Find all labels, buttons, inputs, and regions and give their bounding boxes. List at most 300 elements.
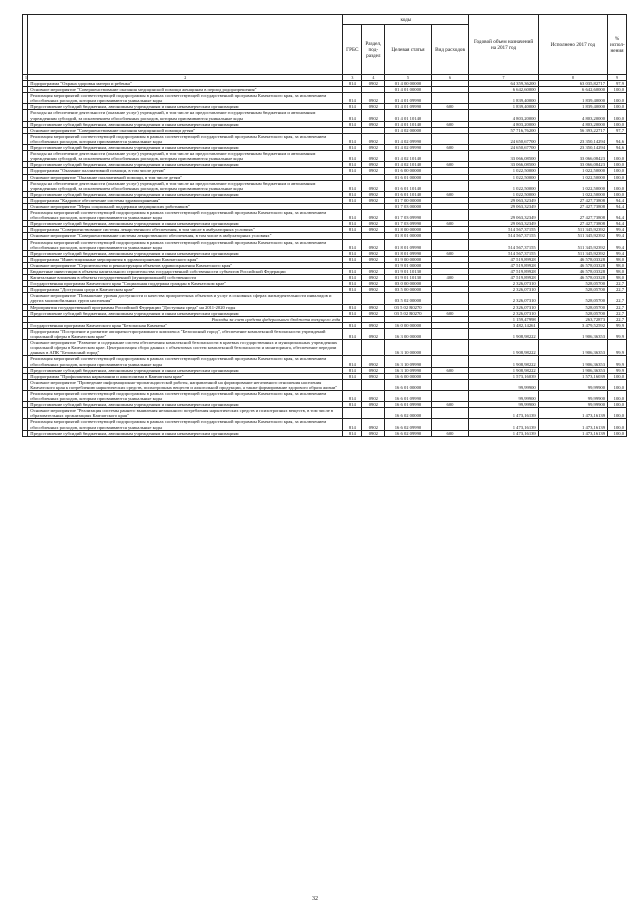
row-percent: 100,0	[608, 373, 627, 379]
row-grbs	[343, 293, 362, 304]
row-name: Мероприятия государственной программы Российской Федерации "Доступная среда" на 2011-2020 годы	[28, 304, 343, 310]
row-target-article: 01 9 00 00000	[385, 256, 431, 262]
row-plan-amount: 47 519,89928	[469, 262, 538, 268]
row-percent: 100,0	[608, 191, 627, 197]
row-name: Подпрограмма "Построение и развитие аппаратно-программного комплекса "Безопасный город", обеспечение комплексной безопасности учреждений социальной сферы в Камчатском крае"	[28, 328, 343, 339]
row-plan-amount: 2 326,07310	[469, 281, 538, 287]
row-target-article: 01 4 01 00000	[385, 87, 431, 93]
row-percent: 100,0	[608, 408, 627, 419]
table-row	[23, 133, 627, 144]
row-percent: 100,0	[608, 121, 627, 127]
row-executed-amount: 528,05700	[538, 281, 607, 287]
row-razdel: 0902	[362, 110, 385, 121]
row-plan-amount: 1 022,50000	[469, 180, 538, 191]
row-grbs: 814	[343, 210, 362, 221]
row-percent: 98,0	[608, 256, 627, 262]
header-percent: % испол-нения	[608, 15, 627, 75]
table-row	[23, 328, 627, 339]
row-plan-amount: 1 839,40000	[469, 93, 538, 104]
row-razdel: 0902	[362, 256, 385, 262]
row-percent: 99,9	[608, 328, 627, 339]
budget-execution-table	[22, 14, 627, 437]
row-plan-amount: 2 326,07310	[469, 287, 538, 293]
row-name: Основное мероприятие "Меры социальной поддержки медицинских работников"	[28, 203, 343, 209]
row-plan-amount: 99,99900	[469, 402, 538, 408]
row-executed-amount: 46 578,03328	[538, 275, 607, 281]
row-plan-amount: 47 519,89928	[469, 275, 538, 281]
row-plan-amount: 29 063,32349	[469, 203, 538, 209]
row-razdel: 0902	[362, 281, 385, 287]
row-expense-type	[431, 239, 469, 250]
row-executed-amount: 33 066,08423	[538, 162, 607, 168]
column-number: 9	[608, 75, 627, 81]
row-expense-type	[431, 180, 469, 191]
row-percent: 99,9	[608, 367, 627, 373]
table-header	[23, 15, 627, 81]
row-expense-type: 400	[431, 275, 469, 281]
row-plan-amount: 1 022,50000	[469, 191, 538, 197]
row-percent: 100,0	[608, 174, 627, 180]
row-percent: 22,7	[608, 281, 627, 287]
row-plan-amount: 47 519,89928	[469, 256, 538, 262]
row-plan-amount: 2 326,07310	[469, 304, 538, 310]
row-grbs: 814	[343, 269, 362, 275]
row-executed-amount: 23 350,14294	[538, 145, 607, 151]
row-percent: 100,0	[608, 390, 627, 401]
row-name: Подпрограмма "Доступная среда в Камчатском крае"	[28, 287, 343, 293]
row-executed-amount: 1 022,50000	[538, 180, 607, 191]
row-percent: 97,9	[608, 81, 627, 87]
row-percent: 94,4	[608, 197, 627, 203]
row-grbs: 814	[343, 328, 362, 339]
table-body	[23, 81, 627, 437]
row-name: Подпрограмма "Профилактика наркомании и алкоголизма в Камчатском крае"	[28, 373, 343, 379]
header-name	[28, 15, 343, 75]
header-plan: Годовой объем назначений на 2017 год	[469, 15, 538, 75]
row-target-article: 01 6 00 00000	[385, 168, 431, 174]
row-grbs: 814	[343, 304, 362, 310]
row-grbs: 814	[343, 104, 362, 110]
column-number: 1	[23, 75, 28, 81]
row-target-article: 01 4 01 09990	[385, 104, 431, 110]
row-plan-amount: 57 716,76200	[469, 127, 538, 133]
row-expense-type: 600	[431, 162, 469, 168]
row-grbs: 814	[343, 239, 362, 250]
row-plan-amount: 1 473,16139	[469, 430, 538, 436]
row-grbs	[343, 379, 362, 390]
table-row	[23, 340, 627, 356]
row-name: Подпрограмма "Кадровое обеспечение системы здравоохранения"	[28, 197, 343, 203]
row-razdel: 0902	[362, 168, 385, 174]
row-plan-amount: 24 650,67700	[469, 133, 538, 144]
row-grbs: 814	[343, 281, 362, 287]
row-razdel: 0902	[362, 180, 385, 191]
row-name: Предоставление субсидий бюджетным, автономным учреждениям и иным некоммерческим организациям	[28, 310, 343, 316]
row-target-article: 16 0 00 00000	[385, 322, 431, 328]
table-row	[23, 408, 627, 419]
row-name: Предоставление субсидий бюджетным, автономным учреждениям и иным некоммерческим организациям	[28, 402, 343, 408]
row-plan-amount: 1 573,16039	[469, 373, 538, 379]
row-name: Основное мероприятие "Реализация системы раннего выявления незаконного потребления наркотических средств и психотропных веществ, в том числе в образовательных организациях Камчатского края"	[28, 408, 343, 419]
row-percent: 94,4	[608, 210, 627, 221]
row-target-article: 01 9 01 10130	[385, 269, 431, 275]
row-executed-amount: 1 906,36353	[538, 367, 607, 373]
row-name: Расходы на обеспечение деятельности (оказание услуг) учреждений, в том числе на предоставление государственным бюджетным и автономным учреждениям субсидий, за исключением обособленных расходов, которым присваиваются уникальные коды	[28, 180, 343, 191]
row-grbs: 814	[343, 168, 362, 174]
column-number: 4	[362, 75, 385, 81]
row-razdel: 0902	[362, 250, 385, 256]
row-target-article: 01 4 02 10140	[385, 151, 431, 162]
row-razdel: 0902	[362, 239, 385, 250]
row-target-article: 01 9 01 00000	[385, 262, 431, 268]
row-percent: 100,0	[608, 379, 627, 390]
row-target-article: 01 9 01 10130	[385, 275, 431, 281]
row-name: Реализация мероприятий соответствующей подпрограммы в рамках соответствующей государственной программы Камчатского края, за исключением обособленных расходов, которым присваиваются уникальные коды	[28, 210, 343, 221]
row-target-article: 16 6 01 00000	[385, 379, 431, 390]
row-razdel: 0902	[362, 390, 385, 401]
row-target-article: 01 4 02 10140	[385, 162, 431, 168]
row-name: Основное мероприятие "Оказание паллиативной помощи, в том числе детям"	[28, 174, 343, 180]
row-razdel: 0902	[362, 221, 385, 227]
row-expense-type: 600	[431, 221, 469, 227]
row-target-article: 03 5 02 R0270	[385, 304, 431, 310]
row-percent: 94,4	[608, 203, 627, 209]
row-target-article: 01 4 01 10140	[385, 110, 431, 121]
row-grbs	[343, 340, 362, 356]
row-plan-amount: 514 567,37155	[469, 227, 538, 233]
row-executed-amount: 4 803,20000	[538, 121, 607, 127]
row-name: Предоставление субсидий бюджетным, автономным учреждениям и иным некоммерческим организациям	[28, 221, 343, 227]
column-number: 6	[431, 75, 469, 81]
header-vr: Вид расходов	[431, 25, 469, 75]
row-grbs: 814	[343, 162, 362, 168]
row-razdel: 0902	[362, 191, 385, 197]
row-plan-amount: 64 359,36200	[469, 81, 538, 87]
row-razdel: 0902	[362, 93, 385, 104]
row-target-article: 03 5 02 00000	[385, 293, 431, 304]
row-percent: 100,0	[608, 104, 627, 110]
row-percent: 100,0	[608, 93, 627, 104]
row-plan-amount: 4 803,20000	[469, 121, 538, 127]
row-expense-type	[431, 356, 469, 367]
row-razdel: 0902	[362, 227, 385, 233]
row-target-article: 01 7 03 00000	[385, 203, 431, 209]
table-row	[23, 430, 627, 436]
row-grbs: 814	[343, 356, 362, 367]
row-grbs: 814	[343, 191, 362, 197]
row-name: Предоставление субсидий бюджетным, автономным учреждениям и иным некоммерческим организациям	[28, 104, 343, 110]
page-number: 32	[312, 896, 318, 902]
row-name: Подпрограмма "Инвестиционные мероприятия в здравоохранении Камчатского края"	[28, 256, 343, 262]
row-percent: 22,7	[608, 316, 627, 322]
table-row	[23, 239, 627, 250]
row-target-article: 16 3 10 09990	[385, 356, 431, 367]
row-name: Предоставление субсидий бюджетным, автономным учреждениям и иным некоммерческим организациям	[28, 367, 343, 373]
row-percent: 100,0	[608, 162, 627, 168]
header-csr: Целевая статья	[385, 25, 431, 75]
row-target-article: 01 6 01 10140	[385, 180, 431, 191]
row-percent: 100,0	[608, 430, 627, 436]
row-plan-amount: 1 908,98222	[469, 356, 538, 367]
row-plan-amount: 33 066,08500	[469, 151, 538, 162]
row-name: Предоставление субсидий бюджетным, автономным учреждениям и иным некоммерческим организациям	[28, 191, 343, 197]
row-executed-amount: 528,05700	[538, 310, 607, 316]
row-percent: 99,4	[608, 233, 627, 239]
row-plan-amount: 2 326,07310	[469, 310, 538, 316]
header-grbs: ГРБС	[343, 25, 362, 75]
row-razdel: 0902	[362, 430, 385, 436]
row-grbs: 814	[343, 180, 362, 191]
row-executed-amount: 511 345,92392	[538, 233, 607, 239]
row-name: Предоставление субсидий бюджетным, автономным учреждениям и иным некоммерческим организациям	[28, 162, 343, 168]
row-razdel: 0902	[362, 402, 385, 408]
row-expense-type	[431, 340, 469, 356]
row-plan-amount: 29 063,32349	[469, 210, 538, 221]
row-executed-amount: 1 473,16139	[538, 408, 607, 419]
row-target-article: 03 0 00 00000	[385, 281, 431, 287]
row-plan-amount: 47 519,89928	[469, 269, 538, 275]
row-grbs: 814	[343, 250, 362, 256]
row-plan-amount: 29 063,32349	[469, 197, 538, 203]
row-razdel: 0902	[362, 81, 385, 87]
row-name: Предоставление субсидий бюджетным, автономным учреждениям и иным некоммерческим организациям	[28, 250, 343, 256]
row-name: Подпрограмма "Совершенствование системы лекарственного обеспечения, в том числе в амбулаторных условиях"	[28, 227, 343, 233]
row-target-article: 01 8 01 09990	[385, 239, 431, 250]
row-name: Основное мероприятие "Развитие и содержание систем обеспечения комплексной безопасности в краевых государственных и муниципальных учреждениях социальной сферы в Камчатском крае. Централизация сбора данных с объектовых систем комплексной безопасности и мониторинга, обеспечение передачи данных в АПК "Безопасный город"	[28, 340, 343, 356]
row-razdel	[362, 379, 385, 390]
row-grbs: 814	[343, 419, 362, 430]
row-plan-amount: 1 839,40000	[469, 104, 538, 110]
row-name: Реализация мероприятий соответствующей подпрограммы в рамках соответствующей государственной программы Камчатского края, за исключением обособленных расходов, которым присваиваются уникальные коды	[28, 133, 343, 144]
row-name: Подпрограмма "Оказание паллиативной помощи, в том числе детям"	[28, 168, 343, 174]
row-name: Основное мероприятие "Строительство и реконструкция объектов здравоохранения Камчатского края"	[28, 262, 343, 268]
row-expense-type	[431, 408, 469, 419]
row-expense-type	[431, 110, 469, 121]
row-executed-amount: 99,99900	[538, 402, 607, 408]
row-executed-amount: 63 035,82717	[538, 81, 607, 87]
row-percent: 99,9	[608, 356, 627, 367]
row-percent: 100,0	[608, 168, 627, 174]
row-executed-amount: 263,72873	[538, 316, 607, 322]
row-target-article: 01 7 03 09990	[385, 210, 431, 221]
row-name: Реализация мероприятий соответствующей подпрограммы в рамках соответствующей государственной программы Камчатского края, за исключением обособленных расходов, которым присваиваются уникальные коды	[28, 390, 343, 401]
row-target-article: 01 6 01 00000	[385, 174, 431, 180]
row-executed-amount: 1 906,36353	[538, 356, 607, 367]
row-target-article: 16 6 00 00000	[385, 373, 431, 379]
row-razdel: 0902	[362, 104, 385, 110]
row-executed-amount: 99,99900	[538, 390, 607, 401]
row-grbs: 814	[343, 197, 362, 203]
row-executed-amount: 1 022,50000	[538, 191, 607, 197]
row-grbs: 814	[343, 310, 362, 316]
row-expense-type: 600	[431, 145, 469, 151]
row-executed-amount: 1 022,50000	[538, 168, 607, 174]
row-executed-amount: 27 427,73808	[538, 210, 607, 221]
row-razdel: 0902	[362, 210, 385, 221]
row-percent: 100,0	[608, 151, 627, 162]
row-target-article: 16 3 00 00000	[385, 328, 431, 339]
row-razdel: 0902	[362, 162, 385, 168]
row-plan-amount: 4 803,20000	[469, 110, 538, 121]
row-plan-amount: 1 022,50000	[469, 168, 538, 174]
row-plan-amount: 6 642,60000	[469, 87, 538, 93]
row-plan-amount: 1 159,47998	[469, 316, 538, 322]
table-row	[23, 93, 627, 104]
row-percent: 98,0	[608, 269, 627, 275]
row-executed-amount: 1 473,16139	[538, 430, 607, 436]
row-name: Реализация мероприятий соответствующей подпрограммы в рамках соответствующей государственной программы Камчатского края, за исключением обособленных расходов, которым присваиваются уникальные коды	[28, 93, 343, 104]
row-executed-amount: 6 642,60000	[538, 87, 607, 93]
row-plan-amount: 99,99900	[469, 379, 538, 390]
table-row	[23, 390, 627, 401]
row-target-article: 16 3 10 09990	[385, 367, 431, 373]
row-target-article: 16 6 02 00000	[385, 408, 431, 419]
row-name: Предоставление субсидий бюджетным, автономным учреждениям и иным некоммерческим организациям	[28, 121, 343, 127]
row-percent: 22,7	[608, 310, 627, 316]
row-executed-amount: 528,05700	[538, 304, 607, 310]
row-expense-type	[431, 419, 469, 430]
row-target-article: 01 8 01 09990	[385, 250, 431, 256]
row-executed-amount: 1 906,36353	[538, 328, 607, 339]
header-fact: Исполнено 2017 год	[538, 15, 607, 75]
row-expense-type	[431, 328, 469, 339]
row-expense-type: 600	[431, 310, 469, 316]
row-name: Подпрограмма "Охрана здоровья матери и ребенка"	[28, 81, 343, 87]
row-plan-amount: 1 473,16139	[469, 419, 538, 430]
table-row	[23, 151, 627, 162]
row-percent: 100,0	[608, 110, 627, 121]
row-grbs: 814	[343, 221, 362, 227]
row-percent: 99,4	[608, 239, 627, 250]
row-percent: 100,0	[608, 87, 627, 93]
row-razdel: 0902	[362, 419, 385, 430]
table-row	[23, 379, 627, 390]
row-target-article: 01 7 03 09990	[385, 221, 431, 227]
row-plan-amount: 1 908,98222	[469, 340, 538, 356]
column-number: 7	[469, 75, 538, 81]
row-percent: 98,0	[608, 262, 627, 268]
row-executed-amount: 46 578,03328	[538, 256, 607, 262]
row-razdel: 0902	[362, 328, 385, 339]
row-expense-type	[431, 151, 469, 162]
row-executed-amount: 33 066,08423	[538, 151, 607, 162]
row-executed-amount: 27 427,73808	[538, 197, 607, 203]
row-plan-amount: 1 908,98222	[469, 367, 538, 373]
row-percent: 22,7	[608, 293, 627, 304]
row-executed-amount: 3 479,52592	[538, 322, 607, 328]
row-grbs: 814	[343, 390, 362, 401]
row-name: Расходы на обеспечение деятельности (оказание услуг) учреждений, в том числе на предоставление государственным бюджетным и автономным учреждениям субсидий, за исключением обособленных расходов, которым присваиваются уникальные коды	[28, 151, 343, 162]
row-expense-type: 600	[431, 104, 469, 110]
row-target-article: 03 5 02 R0270	[385, 310, 431, 316]
row-executed-amount: 1 573,16039	[538, 373, 607, 379]
header-razdel: Раздел, под-раздел	[362, 25, 385, 75]
row-executed-amount: 528,05700	[538, 293, 607, 304]
row-expense-type	[431, 390, 469, 401]
table-row	[23, 210, 627, 221]
row-target-article: 16 6 02 09990	[385, 430, 431, 436]
row-expense-type: 600	[431, 367, 469, 373]
row-grbs: 814	[343, 110, 362, 121]
row-target-article: 01 4 02 09990	[385, 145, 431, 151]
row-name: Государственная программа Камчатского края "Социальная поддержка граждан в Камчатском крае"	[28, 281, 343, 287]
row-expense-type: 600	[431, 430, 469, 436]
table-row	[23, 110, 627, 121]
table-row	[23, 293, 627, 304]
row-percent: 94,4	[608, 221, 627, 227]
row-executed-amount: 46 578,03328	[538, 262, 607, 268]
row-grbs: 814	[343, 322, 362, 328]
row-grbs: 814	[343, 430, 362, 436]
row-target-article: 01 4 02 09990	[385, 133, 431, 144]
row-executed-amount: 99,99900	[538, 379, 607, 390]
row-executed-amount: 1 473,16139	[538, 419, 607, 430]
table-row	[23, 419, 627, 430]
row-target-article: 16 6 01 09990	[385, 402, 431, 408]
row-razdel: 0902	[362, 197, 385, 203]
row-name: Основное мероприятие "Совершенствование системы лекарственного обеспечения, в том числе в амбулаторных условиях"	[28, 233, 343, 239]
row-executed-amount: 1 839,40000	[538, 104, 607, 110]
row-plan-amount: 514 567,37155	[469, 233, 538, 239]
row-expense-type: 600	[431, 121, 469, 127]
row-grbs: 814	[343, 287, 362, 293]
column-number: 5	[385, 75, 431, 81]
row-percent: 100,0	[608, 419, 627, 430]
row-executed-amount: 23 350,14294	[538, 133, 607, 144]
row-grbs: 814	[343, 151, 362, 162]
row-expense-type	[431, 133, 469, 144]
row-percent: 98,0	[608, 275, 627, 281]
row-grbs: 814	[343, 402, 362, 408]
row-executed-amount: 511 345,92392	[538, 239, 607, 250]
row-percent: 97,7	[608, 127, 627, 133]
row-plan-amount: 24 650,67700	[469, 145, 538, 151]
row-percent: 100,0	[608, 402, 627, 408]
row-name: Расходы за счет средств федерального бюджета текущего года	[28, 316, 343, 322]
row-razdel: 0902	[362, 322, 385, 328]
row-executed-amount: 4 803,20000	[538, 110, 607, 121]
row-name: Капитальные вложения в объекты государственной (муниципальной) собственности	[28, 275, 343, 281]
row-grbs	[343, 408, 362, 419]
header-codes: коды	[343, 15, 469, 25]
row-executed-amount: 1 839,40000	[538, 93, 607, 104]
row-razdel: 0902	[362, 304, 385, 310]
row-target-article: 16 6 01 09990	[385, 390, 431, 401]
row-razdel: 0902	[362, 151, 385, 162]
row-razdel: 0902	[362, 287, 385, 293]
row-plan-amount: 33 066,08500	[469, 162, 538, 168]
row-grbs: 814	[343, 93, 362, 104]
row-razdel: 0902	[362, 356, 385, 367]
row-plan-amount: 1 908,98222	[469, 328, 538, 339]
row-name: Реализация мероприятий соответствующей подпрограммы в рамках соответствующей государственной программы Камчатского края, за исключением обособленных расходов, которым присваиваются уникальные коды	[28, 239, 343, 250]
row-percent: 22,7	[608, 304, 627, 310]
row-percent: 99,4	[608, 227, 627, 233]
row-target-article: 01 4 01 09990	[385, 93, 431, 104]
row-grbs: 814	[343, 121, 362, 127]
row-razdel: 0902	[362, 367, 385, 373]
row-name: Государственная программа Камчатского края "Безопасная Камчатка"	[28, 322, 343, 328]
row-executed-amount: 27 427,73808	[538, 203, 607, 209]
row-expense-type	[431, 93, 469, 104]
row-target-article: 16 6 02 09990	[385, 419, 431, 430]
row-expense-type	[431, 379, 469, 390]
row-plan-amount: 99,99900	[469, 390, 538, 401]
row-target-article: 03 5 00 00000	[385, 287, 431, 293]
row-executed-amount: 528,05700	[538, 287, 607, 293]
table-row	[23, 180, 627, 191]
row-name: Расходы на обеспечение деятельности (оказание услуг) учреждений, в том числе на предоставление государственным бюджетным и автономным учреждениям субсидий, за исключением обособленных расходов, которым присваиваются уникальные коды	[28, 110, 343, 121]
